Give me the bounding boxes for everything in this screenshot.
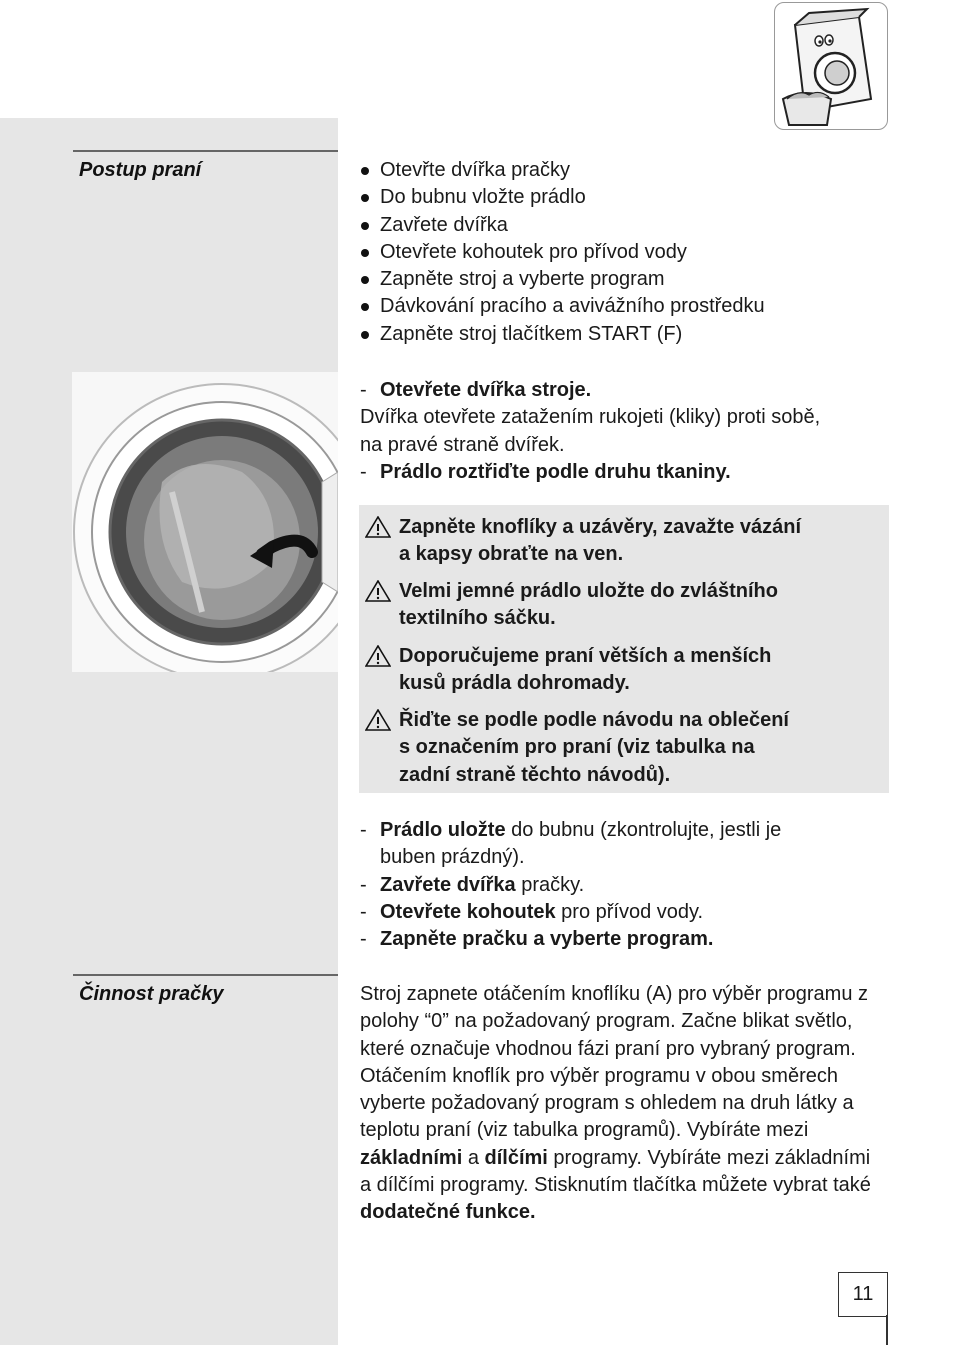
warning-text: kusů prádla dohromady. (399, 672, 630, 695)
dash: - (360, 819, 367, 841)
operation-paragraph (360, 981, 880, 1227)
operation-text: a (462, 1146, 485, 1169)
dash: - (360, 928, 367, 951)
warning-text: textilního sáčku. (399, 607, 556, 630)
load-text: do bubnu (zkontrolujte, jestli je (505, 819, 782, 841)
load-bold: Otevřete kohoutek (380, 900, 556, 923)
dash: - (360, 379, 367, 401)
section-rule (73, 974, 338, 976)
loading-instructions (360, 817, 781, 953)
warning-item (365, 707, 879, 789)
load-bold: Prádlo uložte (380, 819, 506, 841)
section-rule (73, 150, 338, 152)
operation-text: Stroj zapnete otáčením knoflíku (A) pro výběr programu z polohy “0” na požadovaný program. Začne blikat světlo, které označuje vhodnou fázi praní pro vybraný program. Otáčením knoflík pro výběr programu v obou směrech vyberte požadovaný program s ohledem na druh látky a teplotu praní (viz tabulka programů). Vybíráte mezi (360, 983, 869, 1142)
list-item: Do bubnu vložte prádlo (360, 184, 765, 211)
list-item: Otevřete kohoutek pro přívod vody (360, 239, 765, 266)
list-item: Zavřete dvířka (360, 212, 765, 239)
warning-icon (365, 580, 391, 602)
warning-item (365, 578, 879, 633)
warning-text: s označením pro praní (viz tabulka na (399, 736, 755, 759)
warning-icon (365, 709, 391, 731)
load-bold: Zavřete dvířka (380, 873, 516, 896)
warning-text: Doporučujeme praní větších a menších (399, 645, 772, 667)
load-text: buben prázdný). (380, 846, 525, 869)
dash: - (360, 460, 367, 483)
door-title: Otevřete dvířka stroje. (380, 379, 592, 401)
warning-item (365, 643, 879, 698)
warning-icon (365, 516, 391, 538)
warning-text: Řiďte se podle podle návodu na oblečení (399, 709, 789, 731)
list-item: Dávkování pracího a avivážního prostředku (360, 293, 765, 320)
section-title-wash-procedure: Postup praní (79, 159, 202, 181)
washing-machine-door-photo (72, 372, 338, 672)
section-title-machine-operation: Činnost pračky (79, 983, 224, 1005)
list-item: Zapněte stroj tlačítkem START (F) (360, 321, 765, 348)
list-item: Otevřte dvířka pračky (360, 157, 765, 184)
warning-text: Zapněte knoflíky a uzávěry, zavažte vázání (399, 516, 802, 538)
warning-text: a kapsy obraťte na ven. (399, 543, 624, 566)
left-margin-column (0, 118, 338, 1345)
warning-text: Velmi jemné prádlo uložte do zvláštního (399, 580, 778, 602)
warning-text: zadní straně těchto návodů). (399, 763, 671, 786)
dash: - (360, 873, 367, 896)
sort-text: Prádlo roztřiďte podle druhu tkaniny. (380, 460, 731, 483)
operation-bold: dodatečné funkce. (360, 1201, 536, 1224)
operation-bold: základními (360, 1146, 463, 1169)
door-instructions (360, 377, 820, 486)
list-item: Zapněte stroj a vyberte program (360, 266, 765, 293)
load-text: pro přívod vody. (555, 900, 704, 923)
operation-bold: dílčími (484, 1146, 548, 1169)
warnings-box (359, 505, 889, 793)
door-text-line: na pravé straně dvířek. (360, 433, 565, 456)
warning-item (365, 514, 879, 569)
page-rule (886, 1315, 888, 1345)
page-number: 11 (838, 1272, 888, 1317)
load-bold: Zapněte pračku a vyberte program. (380, 928, 714, 951)
warning-icon (365, 645, 391, 667)
door-text-line: Dvířka otevřete zatažením rukojeti (kliky) proti sobě, (360, 406, 821, 429)
dash: - (360, 900, 367, 923)
washing-machine-mascot-icon (774, 2, 888, 130)
steps-list (360, 157, 765, 348)
load-text: pračky. (515, 873, 585, 896)
operation-text: programy. Vybíráte mezi základními a dílčími programy. Stisknutím tlačítka můžete vybrat také (360, 1146, 871, 1197)
